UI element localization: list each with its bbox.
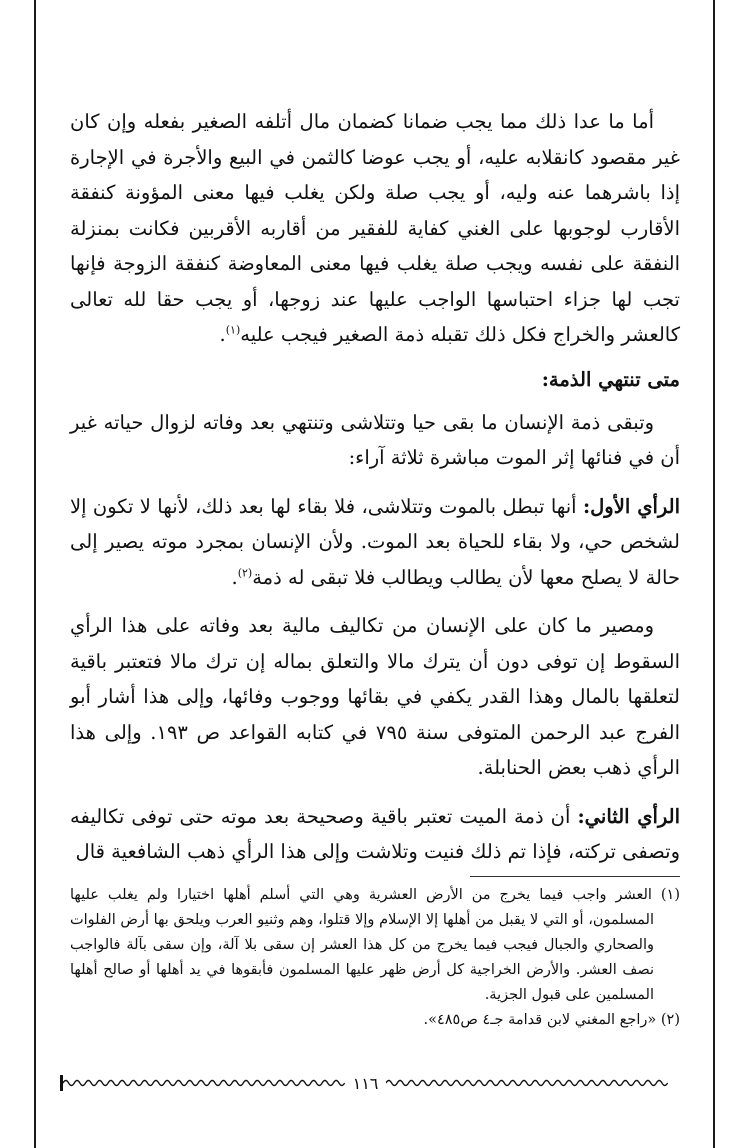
paragraph-1-text: أما ما عدا ذلك مما يجب ضمانا كضمان مال أتلفه الصغير بفعله وإن كان غير مقصود كانقلابه عليه، أو يجب عوضا كالثمن في البيع والأجرة في الإجارة إذا باشرهما عنه وليه، أو يجب صلة ولكن يغلب فيها معنى المؤونة كنفقة الأقارب لوجوبها على الغني كفاية للفقير من أقاربه الأقربين فكانت بمنزلة النفقة على نفسه ويجب صلة يغلب فيها معنى المعاوضة كنفقة الزوجة فإنها تجب لها جزاء احتباسها الواجب عليها عند زوجها، أو يجب حقا لله تعالى كالعشر والخراج فكل ذلك تقبله ذمة الصغير فيجب عليه bbox=[70, 110, 680, 346]
footer-wave-right bbox=[386, 1077, 668, 1089]
footnote-1: (١) العشر واجب فيما يخرج من الأرض العشرية وهي التي أسلم أهلها اختيارا ولم يغلب عليها المسلمون، أو التي لا يقبل من أهلها إلا الإسلام وإلا قتلوا، وهم وثنيو العرب ويلحق بها أرض الفلوات والصحاري والجبال فيجب فيما يخرج من كل هذا العشر إن سقى بلا آلة، وإن سقى بآلة فالواجب نصف العشر. والأرض الخراجية كل أرض ظهر عليها المسلمون فأبقوها في يد أهلها أو صالح أهلها المسلمين على قبول الجزية. bbox=[70, 886, 680, 1003]
paragraph-3-end: . bbox=[231, 565, 238, 589]
paragraph-3-text: أنها تبطل بالموت وتتلاشى، فلا بقاء لها بعد ذلك، لأنها لا تكون إلا لشخص حي، ولا بقاء للحياة بعد الموت. ولأن الإنسان بمجرد موته يصير إلى حالة لا يصلح معها لأن يطالب ويطالب فلا تبقى له ذمة bbox=[70, 494, 680, 589]
footnote-separator bbox=[470, 876, 680, 877]
first-opinion-label: الرأي الأول: bbox=[582, 494, 680, 518]
footnote-ref-1[interactable]: (١) bbox=[225, 323, 241, 337]
footer-wave-left bbox=[63, 1077, 345, 1089]
footnote-ref-2[interactable]: (٢) bbox=[237, 566, 253, 579]
page-content bbox=[70, 104, 680, 1033]
page-border-left bbox=[34, 0, 36, 1148]
footnote-2: (٢) «راجع المغني لابن قدامة جـ٤ ص٤٨٥». bbox=[423, 1011, 680, 1028]
footnotes bbox=[70, 883, 680, 1033]
page-number: ١١٦ bbox=[352, 1073, 379, 1093]
second-opinion-label: الرأي الثاني: bbox=[577, 804, 680, 828]
paragraph-1-end: . bbox=[219, 323, 226, 346]
paragraph-3 bbox=[70, 489, 680, 596]
paragraph-5-text: أن ذمة الميت تعتبر باقية وصحيحة بعد موته حتى توفى تكاليفه وتصفى تركته، فإذا تم ذلك فنيت وتلاشت وإلى هذا الرأي ذهب الشافعية قال bbox=[70, 804, 680, 863]
page-border-right bbox=[713, 0, 715, 1148]
paragraph-5 bbox=[70, 799, 680, 870]
section-heading: متى تنتهي الذمة: bbox=[541, 367, 680, 391]
page-footer bbox=[60, 1073, 668, 1093]
paragraph-2: وتبقى ذمة الإنسان ما بقى حيا وتتلاشى وتنتهي بعد وفاته لزوال حياته غير أن في فنائها إثر الموت مباشرة ثلاثة آراء: bbox=[70, 410, 680, 469]
paragraph-1 bbox=[70, 104, 680, 353]
paragraph-4: ومصير ما كان على الإنسان من تكاليف مالية بعد وفاته على هذا الرأي السقوط إن توفى دون أن يترك مالا والتعلق بماله إن ترك مالا فتعتبر باقية لتعلقها بالمال وهذا القدر يكفي في بقائها ووجوب وفائها، وإلى هذا أشار أبو الفرج عبد الرحمن المتوفى سنة ٧٩٥ في كتابه القواعد ص ١٩٣. وإلى هذا الرأي ذهب بعض الحنابلة. bbox=[70, 614, 681, 779]
